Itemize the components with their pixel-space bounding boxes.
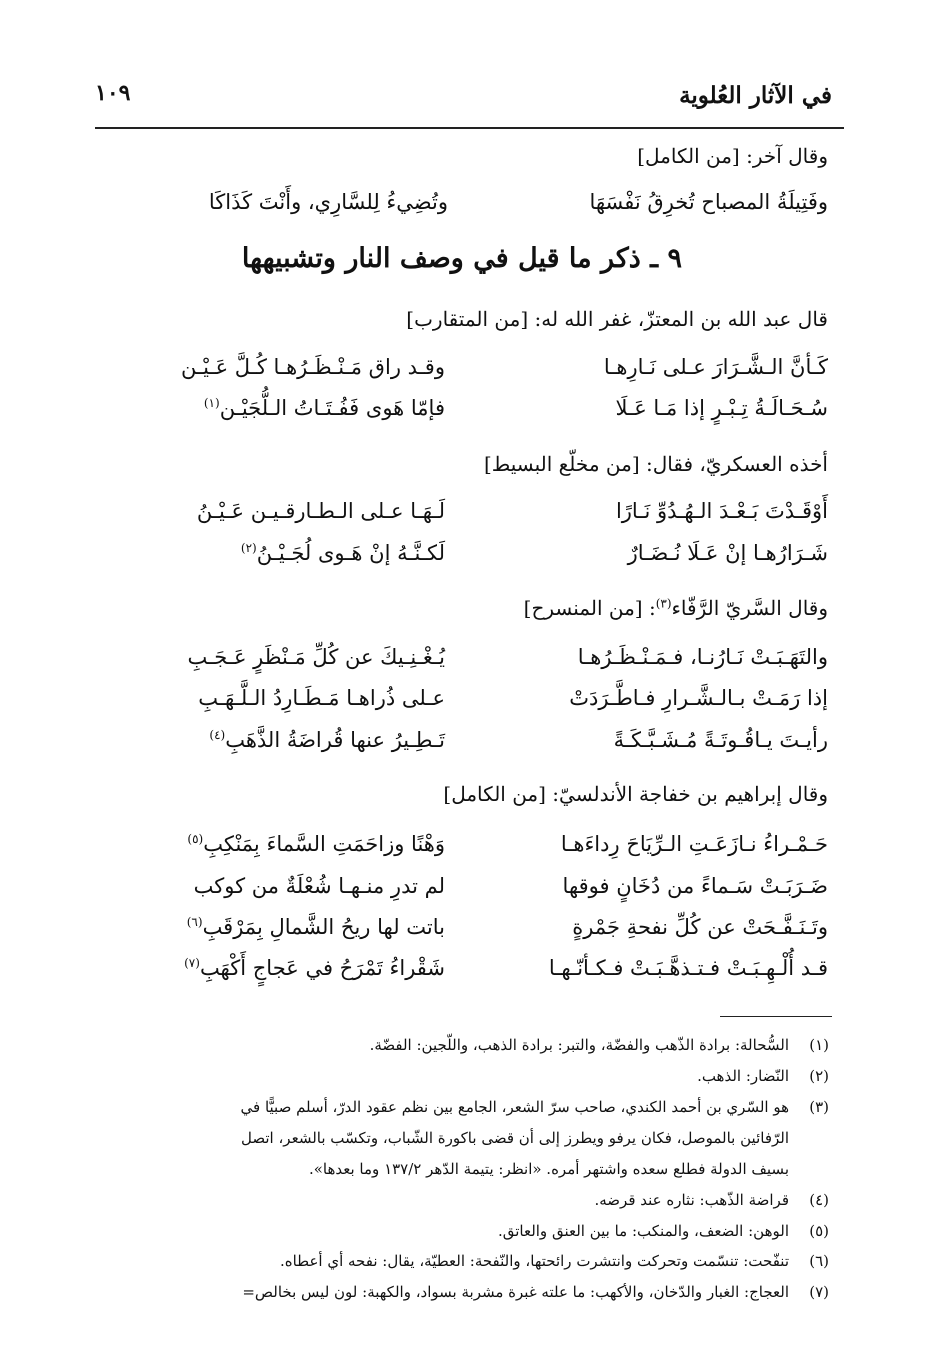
running-header-title: في الآثار العُلوية bbox=[679, 82, 832, 109]
footnote-text: بسيف الدولة فطلع سعده واشتهر أمره. «انظر: يتيمة الدّهر ١٣٧/٢ وما بعدها». bbox=[308, 1160, 789, 1178]
footnote-marker: (٦) bbox=[186, 915, 203, 929]
verse-right: والتَهَـبَـتْ نَـارُنـا، فـمَـنْـظَـرُهـا bbox=[577, 645, 828, 669]
footnote-marker: (٢) bbox=[240, 541, 257, 555]
poem-intro: قال عبد الله بن المعتزّ، غفر الله له: [من المتقارب] bbox=[406, 307, 828, 331]
verse-left: وقـد راق مَـنْـظَـرُهـا كُـلَّ عَـيْـن bbox=[180, 355, 445, 379]
footnote-text: هو السّري بن أحمد الكندي، صاحب سرّ الشعر، الجامع بين نظم عقود الدرّ، أسلم صبيًّا في bbox=[240, 1098, 789, 1116]
verse-right: قـد أُلْـهِـبَـتْ فـتـذهَّـبَـتْ فـكـأنّـهـا bbox=[548, 956, 828, 980]
footnote-number: (١) bbox=[809, 1036, 829, 1054]
poem-intro: وقال إبراهيم بن خفاجة الأندلسيّ: [من الكامل] bbox=[443, 782, 828, 806]
footnote-number: (٦) bbox=[809, 1252, 829, 1270]
verse-right: وتَـنَـفَّـحَتْ عن كُلِّ نفحةِ جَمْرةٍ bbox=[572, 915, 828, 939]
footnote-text: الرّفائين بالموصل، فكان يرفو ويطرز إلى أن قضى باكورة الشّباب، وتكسّب بالشعر، اتصل bbox=[240, 1129, 789, 1147]
verse-left: لم تدرِ منـهـا شُعْلَةٌ من كوكب bbox=[193, 874, 445, 898]
footnote-text: تنفّحت: تنسّمت وتحركت وانتشرت رائحتها، والنّفحة: العطيّة، يقال: نفحه أي أعطاه. bbox=[279, 1252, 789, 1270]
footnote-number: (٢) bbox=[809, 1067, 829, 1085]
verse-left bbox=[187, 832, 445, 856]
verse-text: وَهْنًا وزاحَمَتِ السَّماءَ بِمَنْكِبِ bbox=[203, 832, 445, 856]
footnote-marker: (٤) bbox=[209, 728, 226, 742]
verse-left: لَـهَـا عـلى الـطـارقـيـن عَـيْـنُ bbox=[196, 499, 445, 523]
verse-text: لَكـنَّـهُ إنْ هَـوى لُجَـيْـنُ bbox=[256, 541, 445, 565]
header-divider bbox=[95, 127, 844, 129]
verse-text: فإمّا هَوى فَفُـتَـاتُ الـلُّجَيْـن bbox=[219, 396, 445, 420]
footnote-marker: (١) bbox=[203, 396, 220, 410]
verse-text: شَقْراءُ تَمْرَحُ في عَجاجٍ أَكْهَبِ bbox=[199, 956, 445, 980]
footnote-number: (٤) bbox=[809, 1191, 829, 1209]
poem-intro bbox=[524, 596, 828, 620]
footnote-number: (٣) bbox=[809, 1098, 829, 1116]
footnote bbox=[280, 1252, 829, 1270]
footnote-number: (٧) bbox=[809, 1283, 829, 1301]
footnote-marker: (٥) bbox=[187, 832, 204, 846]
footnote bbox=[241, 1098, 830, 1116]
verse-right: شَـرَارُهـا إنْ عَـلَا نُـضَـارٌ bbox=[627, 541, 828, 565]
footnote-text: العجاج: الغبار والدّخان، والأكهب: ما علته غبرة مشربة بسواد، والكهبة: لون ليس بخالص= bbox=[242, 1283, 789, 1301]
footnote-marker: (٣) bbox=[655, 596, 672, 611]
footnote bbox=[595, 1191, 830, 1209]
footnote-text: النّضار: الذهب. bbox=[697, 1067, 789, 1085]
intro-verse-right: وفَتِيلَةُ المصباح تُخرِقُ نَفْسَهَا bbox=[589, 190, 828, 214]
verse-left bbox=[204, 396, 445, 420]
verse-right: سُـحَـالَـةُ تِـبْـرٍ إذا مَـا عَـلَا bbox=[615, 396, 828, 420]
poem-intro: أخذه العسكريّ، فقال: [من مخلّع البسيط] bbox=[483, 452, 828, 476]
verse-left bbox=[187, 915, 445, 939]
intro-verse-left: وتُضِيءُ لِلسَّارِي، وأَنْتَ كَذَاكَا bbox=[208, 190, 448, 214]
footnote-text: السُّحالة: برادة الذّهب والفضّة، والتبر: برادة الذهب، واللّجين: الفضّة. bbox=[369, 1036, 789, 1054]
footnote bbox=[242, 1283, 829, 1301]
poem-intro-meter: : [من المنسرح] bbox=[523, 596, 656, 620]
verse-right: حَـمْـراءُ نـازَعَـتِ الـرِّيَاحَ رِداءَهـا bbox=[560, 832, 828, 856]
section-heading: ٩ ـ ذكر ما قيل في وصف النار وتشبيهها bbox=[241, 243, 682, 274]
footnote bbox=[697, 1067, 829, 1085]
poem-intro-text: وقال السَّريّ الرَّفّاء bbox=[671, 596, 828, 620]
verse-left: يُـغْـنِـيكَ عن كُلِّ مَـنْظَرٍ عَـجَـبِ bbox=[187, 645, 445, 669]
footnote-text: الوهن: الضعف، والمنكب: ما بين العنق والعاتق. bbox=[497, 1222, 789, 1240]
footnote bbox=[370, 1036, 829, 1054]
verse-text: باتت لها ريحُ الشَّمالِ بِمَرْقَبِ bbox=[202, 915, 445, 939]
verse-right: إذا رَمَـتْ بـالـشَّـرارِ فـاطَّـرَدَتْ bbox=[569, 686, 828, 710]
verse-left bbox=[209, 728, 445, 752]
footnote-text: قراضة الذّهب: نثاره عند قرضه. bbox=[594, 1191, 789, 1209]
verse-left bbox=[241, 541, 445, 565]
verse-left bbox=[184, 956, 445, 980]
intro-line: وقال آخر: [من الكامل] bbox=[637, 144, 828, 168]
verse-text: تَـطِـيرُ عنها قُراضَةُ الذَّهَبِ bbox=[225, 728, 445, 752]
verse-right: رأيـتَ يـاقُـوتَـةً مُـشَـبَّـكَـةً bbox=[613, 728, 828, 752]
footnote-marker: (٧) bbox=[184, 956, 200, 970]
verse-right: كَـأنَّ الـشَّـرَارَ عـلى نَـارِهـا bbox=[603, 355, 828, 379]
verse-right: أَوْقَـدْتَ بَـعْـدَ الـهُـدُوِّ نَـارًا bbox=[615, 499, 828, 523]
verse-left: عـلى ذُراهـا مَـطَـارِدُ الـلَّـهَـبِ bbox=[198, 686, 445, 710]
footnote-number: (٥) bbox=[809, 1222, 829, 1240]
footnote-divider bbox=[720, 1016, 832, 1017]
page-number: ١٠٩ bbox=[95, 80, 131, 106]
verse-right: ضَـرَبَـتْ سَـماءً من دُخَانٍ فوقها bbox=[562, 874, 828, 898]
footnote bbox=[498, 1222, 829, 1240]
